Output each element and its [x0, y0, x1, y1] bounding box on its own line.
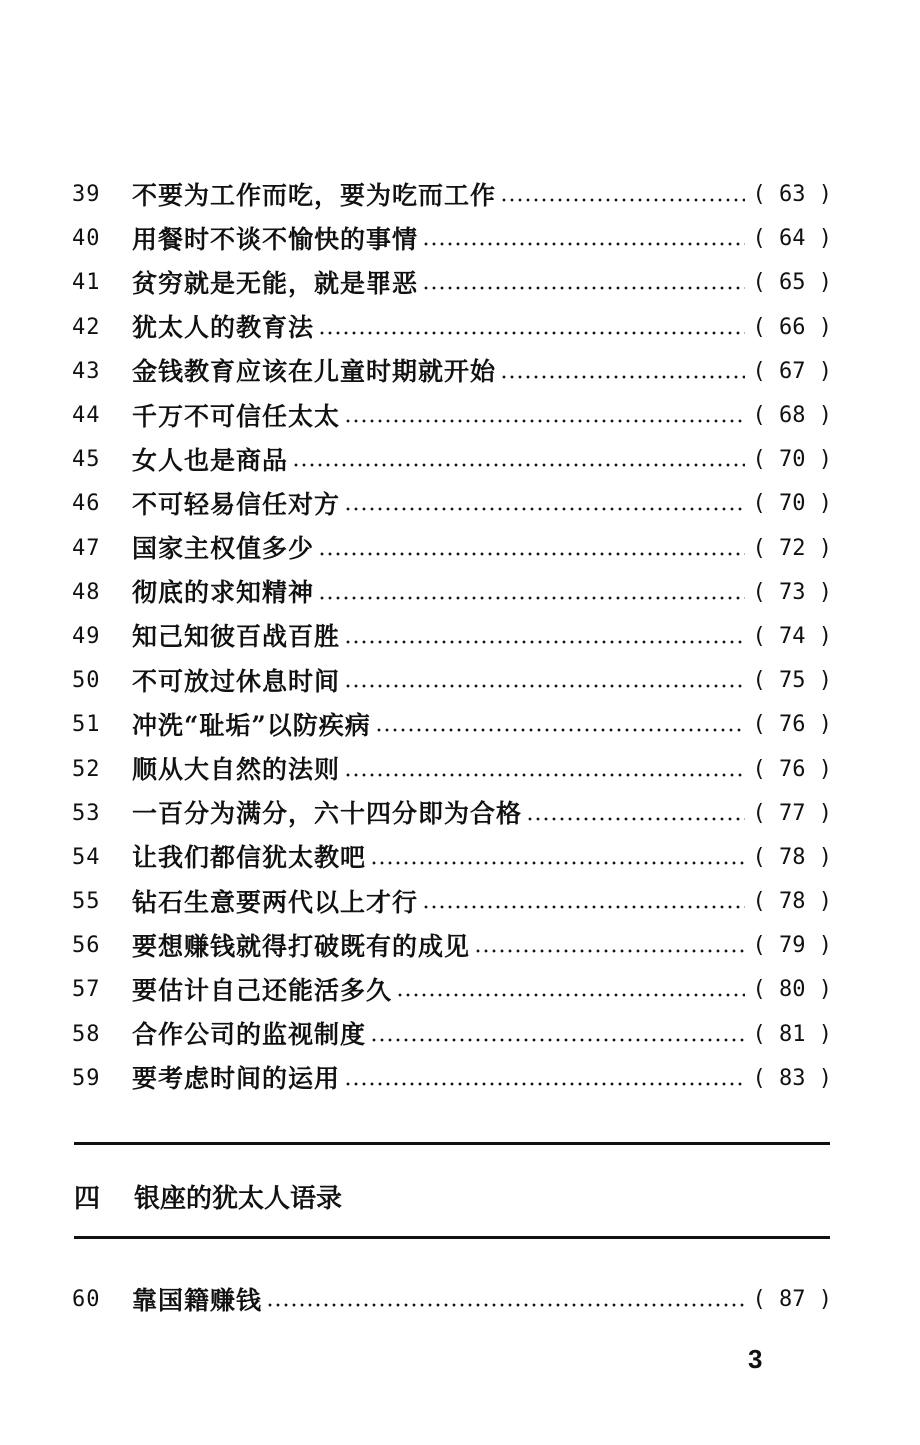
- entry-title: 合作公司的监视制度: [132, 1020, 367, 1050]
- entry-page: ( 65 ): [752, 270, 832, 296]
- entry-page: ( 77 ): [752, 800, 832, 826]
- dot-leader: [500, 198, 745, 202]
- entry-title: 知己知彼百战百胜: [132, 622, 341, 652]
- entry-title: 国家主权值多少: [132, 534, 315, 564]
- entry-title: 女人也是商品: [132, 445, 289, 475]
- entry-number: 52: [72, 756, 101, 782]
- toc-entry: [72, 306, 832, 350]
- entry-number: 49: [72, 623, 101, 649]
- toc-entry: [72, 659, 832, 703]
- entry-title: 靠国籍赚钱: [132, 1285, 263, 1315]
- entry-number: 39: [72, 182, 101, 208]
- dot-leader: [396, 993, 745, 997]
- entry-page: ( 72 ): [752, 535, 832, 561]
- toc-list: [72, 173, 832, 1101]
- section-heading: [74, 1178, 342, 1215]
- toc-entry: [72, 1013, 832, 1057]
- entry-title: 要想赚钱就得打破既有的成见: [132, 931, 471, 961]
- toc-entry: [72, 747, 832, 791]
- dot-leader: [266, 1303, 745, 1307]
- entry-page: ( 81 ): [752, 1021, 832, 1047]
- entry-number: 43: [72, 358, 101, 384]
- entry-number: 55: [72, 889, 101, 915]
- entry-page: ( 68 ): [752, 403, 832, 429]
- entry-page: ( 70 ): [752, 491, 832, 517]
- entry-number: 54: [72, 844, 101, 870]
- dot-leader: [344, 640, 745, 644]
- entry-page: ( 76 ): [752, 712, 832, 738]
- entry-title: 不可放过休息时间: [132, 666, 341, 696]
- dot-leader: [370, 861, 745, 865]
- entry-title: 千万不可信任太太: [132, 401, 341, 431]
- entry-page: ( 67 ): [752, 358, 832, 384]
- entry-page: ( 76 ): [752, 756, 832, 782]
- toc-entry: [72, 394, 832, 438]
- entry-number: 53: [72, 800, 101, 826]
- toc-entry: [72, 924, 832, 968]
- entry-number: 41: [72, 270, 101, 296]
- entry-number: 44: [72, 403, 101, 429]
- toc-entry: [72, 217, 832, 261]
- entry-title: 贫穷就是无能，就是罪恶: [132, 268, 419, 298]
- entry-title: 让我们都信犹太教吧: [132, 843, 367, 873]
- toc-entry: [72, 880, 832, 924]
- toc-entry: [72, 1057, 832, 1101]
- entry-page: ( 64 ): [752, 226, 832, 252]
- entry-number: 46: [72, 491, 101, 517]
- entry-number: 47: [72, 535, 101, 561]
- entry-page: ( 74 ): [752, 623, 832, 649]
- toc-entry: [72, 1278, 832, 1322]
- dot-leader: [422, 905, 745, 909]
- section-number: 四: [74, 1184, 101, 1214]
- toc-entry: [72, 836, 832, 880]
- toc-entry: [72, 968, 832, 1012]
- entry-page: ( 73 ): [752, 579, 832, 605]
- toc-entry: [72, 571, 832, 615]
- section-divider-top: [74, 1142, 830, 1145]
- entry-page: ( 79 ): [752, 933, 832, 959]
- entry-number: 51: [72, 712, 101, 738]
- entry-title: 要考虑时间的运用: [132, 1064, 341, 1094]
- dot-leader: [344, 684, 745, 688]
- entry-number: 59: [72, 1065, 101, 1091]
- toc-list-section: [72, 1278, 832, 1322]
- section-title: 银座的犹太人语录: [134, 1184, 343, 1214]
- entry-number: 45: [72, 447, 101, 473]
- dot-leader: [422, 286, 745, 290]
- entry-number: 58: [72, 1021, 101, 1047]
- toc-entry: [72, 527, 832, 571]
- dot-leader: [474, 949, 745, 953]
- entry-title: 顺从大自然的法则: [132, 755, 341, 785]
- toc-entry: [72, 792, 832, 836]
- dot-leader: [318, 331, 745, 335]
- toc-entry: [72, 703, 832, 747]
- entry-page: ( 78 ): [752, 889, 832, 915]
- entry-page: ( 63 ): [752, 182, 832, 208]
- dot-leader: [344, 507, 745, 511]
- toc-entry: [72, 261, 832, 305]
- entry-title: 一百分为满分，六十四分即为合格: [132, 799, 523, 829]
- dot-leader: [344, 419, 745, 423]
- dot-leader: [318, 596, 745, 600]
- entry-title: 金钱教育应该在儿童时期就开始: [132, 357, 497, 387]
- toc-entry: [72, 615, 832, 659]
- entry-number: 56: [72, 933, 101, 959]
- dot-leader: [526, 817, 745, 821]
- dot-leader: [344, 773, 745, 777]
- entry-page: ( 83 ): [752, 1065, 832, 1091]
- entry-page: ( 78 ): [752, 844, 832, 870]
- entry-number: 40: [72, 226, 101, 252]
- entry-title: 钻石生意要两代以上才行: [132, 887, 419, 917]
- entry-title: 彻底的求知精神: [132, 578, 315, 608]
- section-divider-bottom: [74, 1236, 830, 1239]
- entry-page: ( 66 ): [752, 314, 832, 340]
- entry-page: ( 75 ): [752, 668, 832, 694]
- entry-title: 冲洗“耻垢”以防疾病: [132, 710, 371, 740]
- toc-entry: [72, 438, 832, 482]
- dot-leader: [318, 552, 745, 556]
- entry-title: 不要为工作而吃，要为吃而工作: [132, 180, 497, 210]
- dot-leader: [344, 1082, 745, 1086]
- toc-entry: [72, 173, 832, 217]
- entry-title: 要估计自己还能活多久: [132, 975, 393, 1005]
- entry-page: ( 80 ): [752, 977, 832, 1003]
- entry-title: 用餐时不谈不愉快的事情: [132, 224, 419, 254]
- entry-number: 57: [72, 977, 101, 1003]
- entry-number: 60: [72, 1287, 101, 1313]
- dot-leader: [500, 375, 745, 379]
- entry-number: 50: [72, 668, 101, 694]
- page-number: 3: [748, 1344, 763, 1374]
- dot-leader: [375, 728, 745, 732]
- entry-page: ( 87 ): [752, 1287, 832, 1313]
- dot-leader: [422, 242, 745, 246]
- toc-entry: [72, 350, 832, 394]
- entry-title: 犹太人的教育法: [132, 313, 315, 343]
- entry-number: 48: [72, 579, 101, 605]
- entry-title: 不可轻易信任对方: [132, 489, 341, 519]
- entry-page: ( 70 ): [752, 447, 832, 473]
- toc-entry: [72, 482, 832, 526]
- entry-number: 42: [72, 314, 101, 340]
- dot-leader: [292, 463, 745, 467]
- dot-leader: [370, 1038, 745, 1042]
